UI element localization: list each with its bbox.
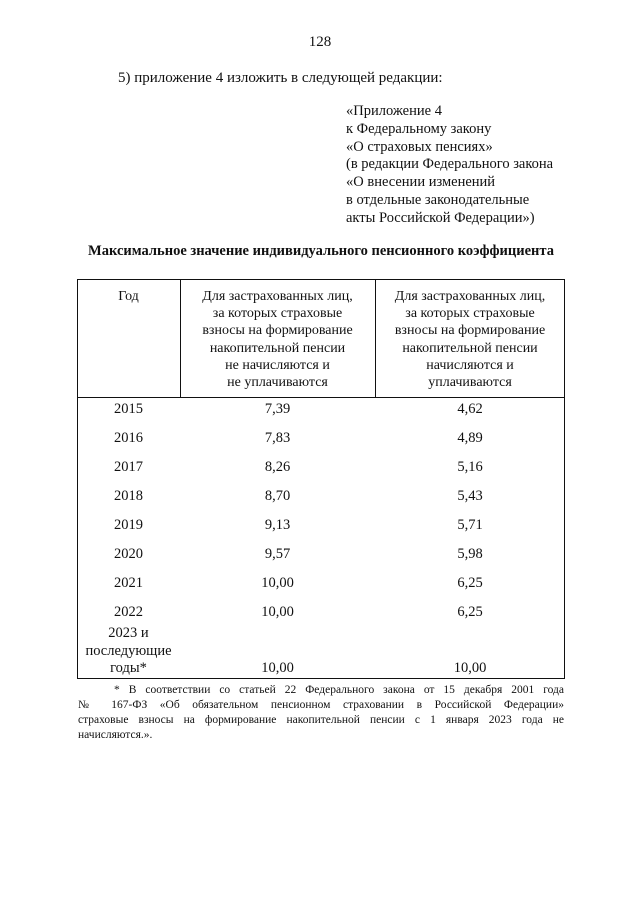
- table-row: [77, 604, 565, 626]
- cell-paid: 4,62: [457, 401, 483, 417]
- header-line: Для застрахованных лиц,: [394, 289, 546, 304]
- year-line: 2023 и: [108, 625, 149, 641]
- cell-not-paid: 10,00: [261, 660, 294, 676]
- appendix-heading: [346, 103, 553, 228]
- header-line: не уплачиваются: [227, 375, 328, 391]
- cell-not-paid: 9,13: [264, 517, 291, 533]
- cell-paid: 5,71: [457, 517, 483, 533]
- cell-year: 2020: [114, 546, 143, 562]
- cell-not-paid: 9,57: [264, 546, 291, 562]
- amendment-intro: 5) приложение 4 изложить в следующей редакции:: [118, 70, 443, 86]
- table-header-divider: [77, 397, 565, 398]
- header-line: начисляются и: [426, 357, 514, 373]
- table-title: Максимальное значение индивидуального пенсионного коэффициента: [88, 243, 554, 259]
- header-line: уплачиваются: [428, 375, 512, 391]
- cell-year: 2017: [114, 459, 143, 475]
- appendix-heading-line: акты Российской Федерации»): [346, 209, 535, 226]
- appendix-heading-line: «Приложение 4: [346, 103, 442, 119]
- header-line: взносы на формирование: [202, 323, 353, 339]
- footnote-line: * В соответствии со статьей 22 Федерального закона от 15 декабря 2001 года: [114, 684, 564, 696]
- header-line: накопительной пенсии: [402, 340, 538, 356]
- header-year-label: Год: [118, 289, 139, 304]
- footnote-line: начисляются.».: [78, 729, 153, 741]
- footnote-line: страховые взносы на формирование накопительной пенсии с 1 января 2023 года не: [78, 714, 564, 726]
- cell-not-paid: 10,00: [261, 575, 294, 591]
- cell-paid: 6,25: [457, 604, 483, 620]
- cell-not-paid: 7,83: [264, 430, 291, 446]
- header-line: за которых страховые: [212, 306, 343, 322]
- cell-year: 2019: [114, 517, 143, 533]
- table-row: [77, 517, 565, 539]
- footnote: [78, 683, 564, 743]
- year-line: годы*: [110, 660, 147, 676]
- cell-paid: 5,98: [457, 546, 483, 562]
- table-row-last: [77, 660, 565, 682]
- appendix-heading-line: к Федеральному закону: [346, 120, 492, 137]
- cell-paid: 10,00: [453, 660, 487, 676]
- appendix-heading-line: «О страховых пенсиях»: [346, 138, 493, 155]
- cell-not-paid: 8,70: [264, 488, 291, 504]
- page-number: 128: [308, 34, 332, 50]
- cell-paid: 5,43: [457, 488, 483, 504]
- cell-not-paid: 10,00: [261, 604, 294, 620]
- table-row: [77, 575, 565, 597]
- header-paid: [375, 288, 565, 391]
- footnote-line: № 167-ФЗ «Об обязательном пенсионном страховании в Российской Федерации»: [78, 699, 564, 711]
- appendix-heading-line: (в редакции Федерального закона: [346, 156, 554, 173]
- cell-not-paid: 7,39: [264, 401, 291, 417]
- table-row: [77, 546, 565, 568]
- header-line: взносы на формирование: [394, 323, 546, 339]
- appendix-heading-line: в отдельные законодательные: [346, 191, 530, 208]
- cell-year: 2021: [114, 575, 143, 591]
- header-line: не начисляются и: [225, 357, 330, 373]
- table-row: [77, 459, 565, 481]
- cell-year: 2018: [114, 488, 143, 504]
- header-not-paid: [180, 288, 375, 391]
- appendix-heading-line: «О внесении изменений: [346, 174, 496, 191]
- cell-paid: 6,25: [457, 575, 483, 591]
- year-line: последующие: [85, 642, 172, 659]
- cell-paid: 5,16: [457, 459, 483, 475]
- table-row: [77, 488, 565, 510]
- header-line: за которых страховые: [405, 306, 535, 322]
- header-year: [77, 288, 180, 305]
- header-line: Для застрахованных лиц,: [202, 289, 353, 304]
- table-row: [77, 430, 565, 452]
- cell-year: 2015: [114, 401, 143, 417]
- cell-not-paid: 8,26: [264, 459, 291, 475]
- header-line: накопительной пенсии: [209, 340, 346, 356]
- cell-year: 2016: [114, 430, 143, 446]
- cell-paid: 4,89: [457, 430, 483, 446]
- table-row: [77, 401, 565, 423]
- cell-year: 2022: [114, 604, 143, 620]
